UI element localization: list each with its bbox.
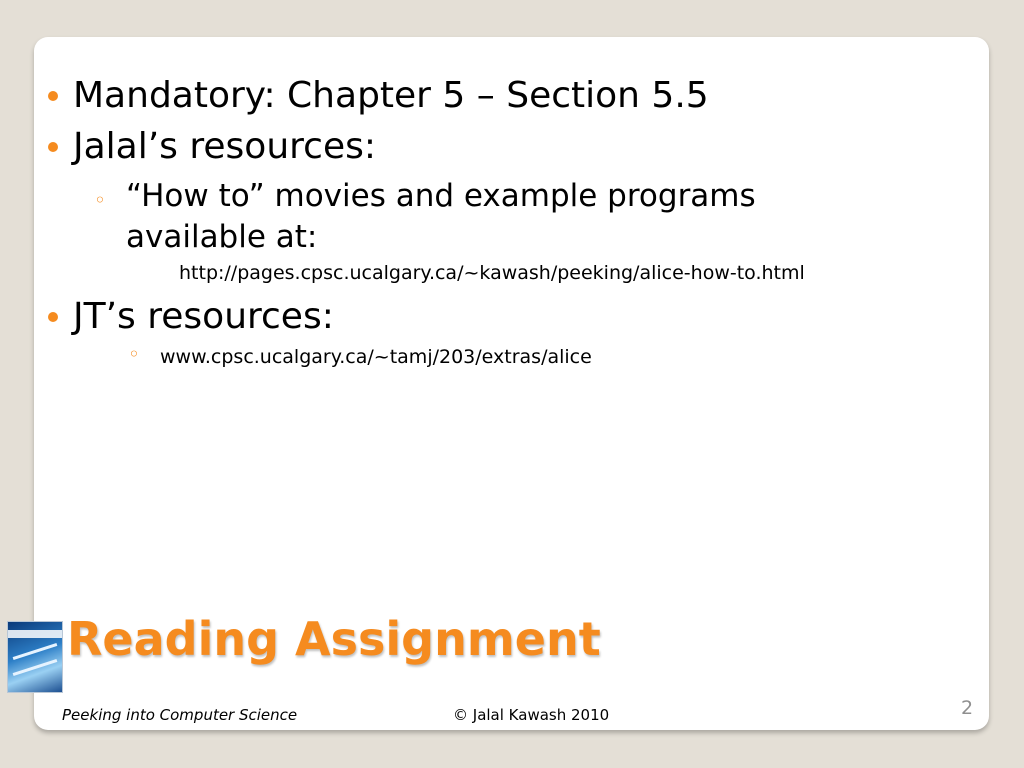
- bullet-text: Mandatory: Chapter 5 – Section 5.5: [73, 75, 709, 116]
- sub-bullet-ring-icon: ◦: [128, 342, 140, 366]
- bullet-item-jalal-resources: [73, 126, 376, 168]
- bullet-dot-icon: [48, 142, 58, 152]
- sub-bullet-ring-icon: ◦: [94, 188, 106, 212]
- link-text[interactable]: http://pages.cpsc.ucalgary.ca/~kawash/peeking/alice-how-to.html: [179, 262, 805, 284]
- bullet-dot-icon: [48, 312, 58, 322]
- book-cover-stripe: [13, 659, 58, 676]
- page-number: 2: [961, 697, 974, 719]
- book-cover-band: [8, 630, 62, 638]
- slide-title: Reading Assignment: [67, 612, 601, 666]
- sub-bullet-how-to-movies: [94, 176, 886, 258]
- bullet-item-mandatory: [73, 75, 709, 117]
- bullet-dot-icon: [48, 91, 58, 101]
- footer-copyright: © Jalal Kawash 2010: [453, 706, 610, 724]
- footer-course-name: Peeking into Computer Science: [62, 706, 298, 724]
- book-cover-image: [7, 621, 63, 693]
- bullet-text: JT’s resources:: [73, 296, 334, 337]
- bullet-item-jt-resources: [73, 296, 334, 338]
- sub-bullet-text: “How to” movies and example programs available at:: [126, 178, 756, 255]
- sub-bullet-jt-link: [128, 342, 592, 368]
- book-cover-stripe: [13, 643, 58, 660]
- bullet-text: Jalal’s resources:: [73, 126, 376, 167]
- link-alice-how-to[interactable]: [179, 262, 805, 284]
- link-text[interactable]: www.cpsc.ucalgary.ca/~tamj/203/extras/alice: [160, 346, 592, 368]
